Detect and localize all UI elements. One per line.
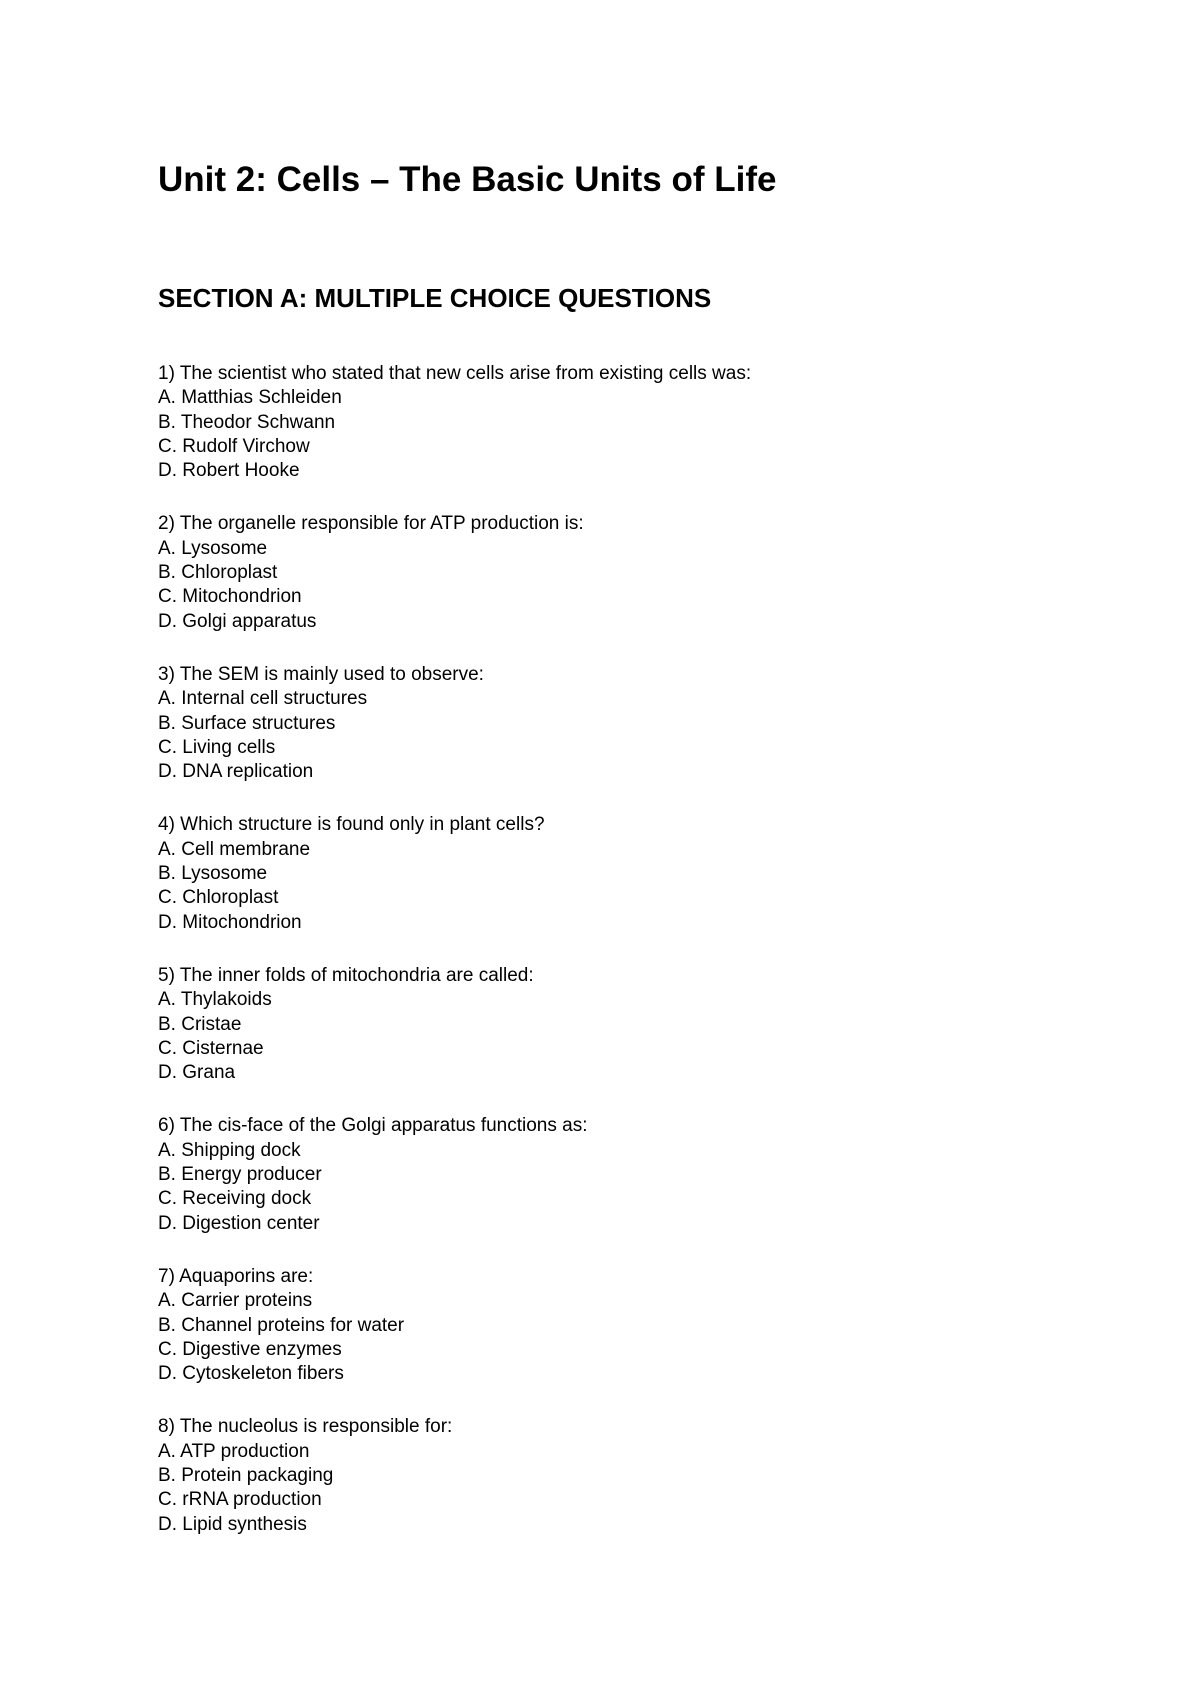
option-d: D. Lipid synthesis	[158, 1513, 307, 1535]
option-b: B. Surface structures	[158, 712, 336, 734]
question-1	[158, 362, 751, 483]
option-a: A. ATP production	[158, 1440, 310, 1462]
option-b: B. Lysosome	[158, 863, 268, 885]
option-c: C. rRNA production	[158, 1489, 322, 1511]
question-text: 5) The inner folds of mitochondria are called:	[158, 964, 534, 986]
option-a: A. Internal cell structures	[158, 688, 368, 710]
option-d: D. Golgi apparatus	[158, 610, 317, 632]
section-heading: SECTION A: MULTIPLE CHOICE QUESTIONS	[158, 283, 712, 313]
option-c: C. Receiving dock	[158, 1188, 312, 1210]
question-text: 7) Aquaporins are:	[158, 1265, 314, 1287]
option-d: D. Grana	[158, 1062, 236, 1084]
option-b: B. Chloroplast	[158, 562, 278, 584]
question-text: 8) The nucleolus is responsible for:	[158, 1416, 453, 1438]
option-b: B. Cristae	[158, 1013, 242, 1035]
question-6	[158, 1114, 751, 1235]
option-d: D. Mitochondrion	[158, 911, 302, 933]
page-title: Unit 2: Cells – The Basic Units of Life	[158, 160, 777, 199]
question-3	[158, 663, 751, 784]
option-a: A. Thylakoids	[158, 989, 272, 1011]
option-b: B. Energy producer	[158, 1164, 322, 1186]
option-c: C. Mitochondrion	[158, 586, 302, 608]
question-text: 6) The cis-face of the Golgi apparatus functions as:	[158, 1115, 588, 1137]
question-list	[158, 362, 751, 1566]
option-a: A. Shipping dock	[158, 1139, 301, 1161]
option-d: D. Robert Hooke	[158, 460, 300, 482]
option-a: A. Carrier proteins	[158, 1290, 313, 1312]
option-a: A. Cell membrane	[158, 838, 311, 860]
question-2	[158, 512, 751, 633]
question-5	[158, 964, 751, 1085]
option-a: A. Lysosome	[158, 537, 268, 559]
option-c: C. Cisternae	[158, 1037, 264, 1059]
option-a: A. Matthias Schleiden	[158, 387, 342, 409]
option-c: C. Chloroplast	[158, 887, 279, 909]
option-b: B. Channel proteins for water	[158, 1314, 405, 1336]
option-d: D. Cytoskeleton fibers	[158, 1363, 344, 1385]
question-text: 4) Which structure is found only in plant cells?	[158, 814, 545, 836]
option-c: C. Digestive enzymes	[158, 1338, 342, 1360]
option-c: C. Rudolf Virchow	[158, 435, 310, 457]
question-4	[158, 813, 751, 934]
option-b: B. Theodor Schwann	[158, 411, 336, 433]
question-7	[158, 1265, 751, 1386]
option-d: D. DNA replication	[158, 761, 314, 783]
option-b: B. Protein packaging	[158, 1464, 334, 1486]
question-text: 2) The organelle responsible for ATP production is:	[158, 513, 584, 535]
question-text: 1) The scientist who stated that new cells arise from existing cells was:	[158, 363, 752, 384]
question-text: 3) The SEM is mainly used to observe:	[158, 663, 484, 685]
option-d: D. Digestion center	[158, 1212, 320, 1234]
option-c: C. Living cells	[158, 736, 276, 758]
question-8	[158, 1415, 751, 1536]
